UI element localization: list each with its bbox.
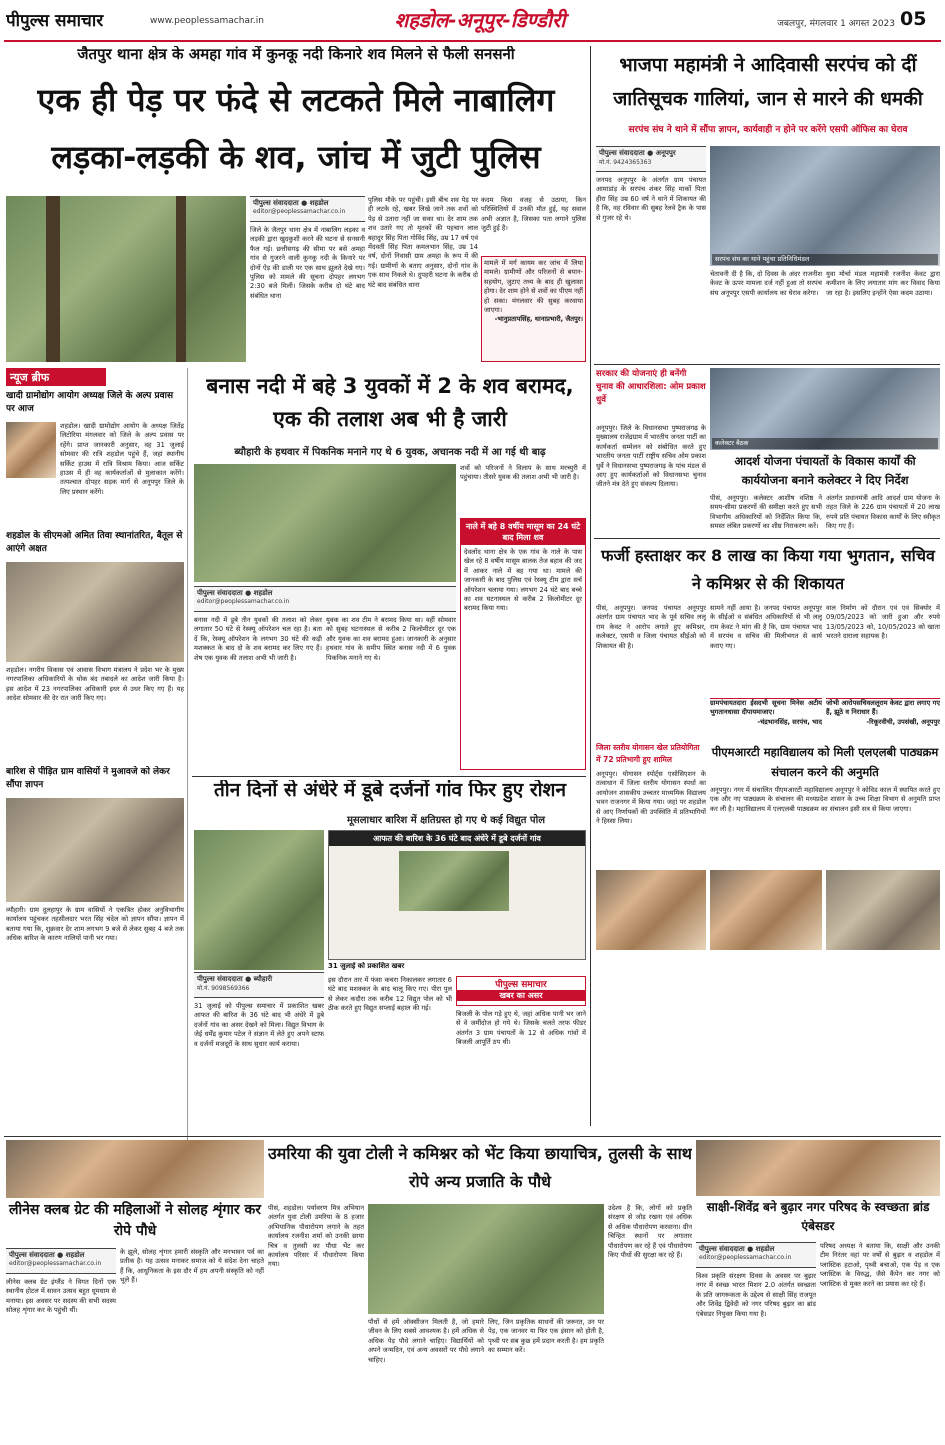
page-number: 05 bbox=[900, 8, 927, 30]
restore-photo bbox=[194, 830, 324, 970]
fraud-quote-2: जोभी आरोपसचिवललूराम केवट द्वारा लगाए गए हैं, झूठे व निराधार हैं। -रिकूरवीची, उपसंखी, अनूपपुर bbox=[826, 698, 940, 738]
rescue-headline: बनास नदी में बहे 3 युवकों में 2 के शव बरामद, एक की तलाश अब भी है जारी bbox=[206, 374, 574, 431]
bjp-photo-caption: सरपंच संघ का थाने पहुंचा प्रतिनिधिमंडल bbox=[712, 254, 938, 265]
masthead bbox=[0, 0, 945, 42]
yoga-body: अनूपपुर। योगासन स्पोर्ट्स एसोसिएशन के तत्वाधान में जिला स्तरीय योगासन स्पर्धा का आयोजन शासकीय उच्चतर माध्यमिक विद्यालय भवन राजनगर में किया गया। जहां पर शहडोल से आए निर्णायकों की उपस्थिति में प्रतिभागियों ने हिस्सा लिया। bbox=[596, 770, 706, 826]
rescue-sidebox bbox=[460, 518, 586, 770]
brief-3-title: बारिश से पीड़ित ग्राम वासियों ने मुआवजे को लेकर सौंपा ज्ञापन bbox=[6, 767, 170, 790]
fraud-col-3: वाल निर्माण को दौरान एवं एवं सिक्योर में 09/05/2023 को जारी हुआ और रुपये 13/05/2023 को, 10/05/2023 को खाता भरतने दाराला सहायक है। bbox=[826, 604, 940, 641]
news-brief-label: न्यूज ब्रीफ bbox=[6, 368, 106, 386]
tree-trunk-shape bbox=[46, 196, 60, 362]
bjp-photo bbox=[710, 146, 940, 266]
adarsh-headline: आदर्श योजना पंचायतों के विकास कार्यों की कार्ययोजना बनाने कलेक्टर ने दिए निर्देश bbox=[734, 454, 916, 487]
lions-col-1: लीनेस क्लब ग्रेट इंग्लैंड ने विगत दिनों एक स्थानीय होटल में सावन उत्सव बहुत धूमधाम से मनाया। इस अवसर पर सदस्य की सभी सदस्य सोलह शृंगार कर के पहुंची थीं। bbox=[6, 1278, 116, 1315]
umaria-col-4: उदेश्य है कि, लोगों को प्रकृति संरक्षण से जोड़ रखना एवं अधिक से अधिक पौधारोपण करवाना। ग्रीन चिन्हित स्थानों पर लगातार पौधारोपण कर रहे हैं एवं पौधारोपण किए पौधों की सुरक्षा कर रहे हैं। bbox=[608, 1204, 692, 1260]
rescue-byline: पीपुल्स संवाददाता ● शहडोल editor@peoplessamachar.co.in bbox=[194, 586, 456, 612]
fraud-rule bbox=[594, 538, 940, 539]
lead-byline: पीपुल्स संवाददाता ● शहडोल editor@peoplessamachar.co.in bbox=[250, 196, 365, 222]
rescue-kicker: ब्यौहारी के हथवार में पिकनिक मनाने गए थे 6 युवक, अचानक नदी में आ गई थी बाढ़ bbox=[234, 447, 546, 458]
lead-note-box: मामले में मर्ग कायम कर जांच में लिया मामले। ग्रामीणों और परिजनों से बयान-सहयोग, जुटाए तथ्य के बाद ही खुलासा होगा। देर शाम होने से शवों का पीएम नहीं हो सका। मंगलवार की सुबह करवाया जाएगा। -भानुप्रतापसिंह, थानाप्रभारी, जैतपुर। bbox=[481, 256, 586, 362]
restore-kicker: मूसलाधार बारिश में क्षतिग्रस्त हो गए थे कई विद्युत पोल bbox=[347, 815, 545, 826]
sakshi-photo bbox=[696, 1140, 940, 1196]
umaria-col-2: पौधों से हमें ऑक्सीजन मिलती है, जो हमारे जीवन के लिए सबसे आवश्यक है। हमें अधिक से अधिक पेड़ पौधे लगाने चाहिए। विद्यार्थियों को अपने जन्मदिन, एवं अन्य अवसरों पर पौधे लगाने चाहिए। bbox=[368, 1318, 484, 1364]
rescue-col-2: युवक का शव टीम ने बरामद किया था। वहीं सोमवार को सुबह घटनास्थल से करीब 2 किलोमीटर दूर एक और युवक का शव बरामद हुआ। जानकारी के अनुसार हथवार गांव के समीप स्थित बनास नदी में 6 युवक पिकनिक मनाने गए थे। bbox=[326, 616, 456, 662]
restore-clipping bbox=[328, 830, 586, 960]
website-url: www.peoplessamachar.in bbox=[150, 16, 264, 26]
lions-photo bbox=[6, 1140, 264, 1198]
brief-3-body: व्यौहारी। ग्राम दुलहापुर के ग्राम वासियों ने एकत्रित होकर अनुविभागीय कार्यालय पहुंचकर तहसीलदार भरत सिंह चंदेल को ज्ञापन सौंपा। ज्ञापन में बताया गया कि, शुक्रवार देर शाम लगभग 9 बजे से लेकर सुबह 4 बजे तक अधिक बारिश के कारण नालियों पानी भर गया। bbox=[6, 906, 184, 943]
restore-top-rule bbox=[192, 776, 586, 777]
brief-1-portrait bbox=[6, 422, 56, 478]
pmrt-photo-2 bbox=[710, 870, 822, 950]
rescue-col-3: शवों को परिजनों ने विलाप के साथ मरच्युरी में पहुंचाया। तीसरे युवक की तलाश अभी भी जारी है। bbox=[460, 464, 586, 482]
pmrt-headline: पीएमआरटी महाविद्यालय को मिली एलएलबी पाठ्यक्रम संचालन करने की अनुमति bbox=[711, 745, 939, 779]
newspaper-logo: पीपुल्स समाचार bbox=[6, 11, 104, 31]
restore-byline: पीपुल्स संवाददाता ● ब्यौहारी मो.नं. 9098569366 bbox=[194, 972, 324, 998]
shukla-title: सरकार की योजनाएं ही बनेंगी चुनाव की आधारशिला: ओम प्रकाश धुर्वे bbox=[596, 369, 706, 405]
bjp-col-2: चेतावनी दी है कि, दो दिवस के अंदर राजनीश केवट के ऊपर मामला दर्ज नहीं हुआ तो सरपंच संघ अनूपपुर एसपी कार्यालय का घेराव करेगा। bbox=[710, 270, 822, 297]
umaria-photo bbox=[368, 1204, 604, 1314]
adarsh-col-1: पीसं, अनूपपुर। कलेक्टर आशीष वशिष्ठ ने समय-सीमा प्रकरणों की समीक्षा करते हुए सभी विभागीय अधिकारियों को निर्देशित किया कि, समस्त लंबित प्रकरणों का शीघ्र निराकरण करें। bbox=[710, 494, 822, 531]
restore-col-1: 31 जुलाई को पीपुल्स समाचार में प्रकाशित खबर आफत की बारिश के 36 घंटे बाद भी अंधेरे में डूबे दर्जनों गांव का असर देखने को मिला। विद्युत विभाग के जेई धर्मेंद्र कुमार पटेल ने संज्ञान में लेते हुए अपने स्टाफ व दर्जनों मजदूरों के साथ सुधार कार्य कराया। bbox=[194, 1002, 324, 1048]
brief-3-photo bbox=[6, 798, 184, 902]
sakshi-col-1: विश्व प्रकृति संरक्षण दिवस के अवसर पर बुढ़ार नगर में स्वच्छ भारत मिशन 2.0 अंतर्गत स्वच्छता के प्रति जागरूकता के उद्देश्य से साक्षी सिंह राजपूत और शिवेंद्र द्विवेदी को नगर परिषद बुढ़ार का ब्रांड एंबेसडर नियुक्त किया गया है। bbox=[696, 1272, 816, 1318]
brief-2-photo bbox=[6, 562, 184, 662]
restore-headline: तीन दिनों से अंधेरे में डूबे दर्जनों गांव फिर हुए रोशन bbox=[213, 780, 567, 801]
lions-headline: लीनेस क्लब ग्रेट की महिलाओं ने सोलह शृंगार कर रोपे पौधे bbox=[9, 1202, 261, 1239]
bottom-section-rule bbox=[4, 1136, 941, 1137]
right-col-divider bbox=[590, 46, 591, 1126]
bjp-kicker: सरपंच संघ ने थाने में सौंपा ज्ञापन, कार्यवाही न होने पर करेंगे एसपी ऑफिस का घेराव bbox=[628, 125, 908, 135]
pmrt-photo-1 bbox=[596, 870, 706, 950]
pmrt-body: अनूपपुर। नगर में संचालित पीएमआरटी महाविद्यालय अनूपपुर ने कोविड काल में स्थापित करते हुए एक और नए पाठ्यक्रम के संचालन की मध्यप्रदेश शासन के उच्च शिक्षा विभाग से अनुमति प्राप्त कर ली है। महाविद्यालय में एलएलबी पाठ्यक्रम का संचालन इसी सत्र से किया जाएगा। bbox=[710, 786, 940, 813]
restore-clip-photo bbox=[399, 851, 509, 911]
fraud-quote-1: ग्रामपंचायतदारा ईसदभी सूचना मिनेस अटीय भुगतानधासा दीपायमाजाए। -चंद्रभानसिंह, सरपंच, भाद bbox=[710, 698, 822, 738]
bjp-headline: भाजपा महामंत्री ने आदिवासी सरपंच को दीं जातिसूचक गालियां, जान से मारने की धमकी bbox=[613, 54, 923, 110]
sakshi-byline: पीपुल्स संवाददाता ● शहडोल editor@peoplessamachar.co.in bbox=[696, 1242, 816, 1268]
lead-headline: एक ही पेड़ पर फंदे से लटकते मिले नाबालिग लड़का-लड़की के शव, जांच में जुटी पुलिस bbox=[37, 81, 555, 176]
umaria-col-1: पीसं, शहडोल। पर्यावरण मित्र अभियान अंतर्गत युवा टोली उमरिया के 8 हजार अभियानिक पौधारोपण लगाने के तहत कार्यालय रजनीश शर्मा को उनकी छाया चित्र व तुलसी का पौधा भेंट कर कार्यालय परिसर में पौधारोपण किया गया। bbox=[268, 1204, 364, 1269]
adarsh-photo-caption: कलेक्टर बैठक bbox=[712, 438, 938, 449]
issue-date: जबलपुर, मंगलवार 1 अगस्त 2023 bbox=[777, 19, 895, 29]
brief-1-title: खादी ग्रामोद्योग आयोग अध्यक्ष जिले के अल्प प्रवास पर आज bbox=[6, 391, 174, 414]
adarsh-col-2: अंतर्गत प्रधानमंत्री आदि आदर्श ग्राम योजना के तहत जिले के 226 ग्राम पंचायतों में 20 लाख रुपये प्रति पंचायत विकास कार्यों के लिए स्वीकृत किए गए हैं। bbox=[826, 494, 940, 531]
restore-badge: पीपुल्स समाचार खबर का असर bbox=[456, 976, 586, 1006]
tree-trunk-shape-2 bbox=[176, 196, 186, 362]
restore-clip-caption: 31 जुलाई को प्रकाशित खबर bbox=[328, 962, 405, 970]
fraud-headline: फर्जी हस्ताक्षर कर 8 लाख का किया गया भुगतान, सचिव ने कमिश्नर से की शिकायत bbox=[601, 546, 935, 593]
lead-photo bbox=[6, 196, 246, 362]
rescue-col-1: बनास नदी में डूबे तीन युवकों की तलाश को लेकर लगातार 50 घंटे से रेस्क्यू ऑपरेशन चल रहा है। बता दें कि, रेस्क्यू ऑपरेशन के लगभग 30 घंटे की कड़ी मशक्कत के बाद दो के शव बरामद कर लिए गए हैं। शेष एक युवक की तलाश अभी भी जारी है। bbox=[194, 616, 322, 662]
restore-col-2: इस दौरान तार में फंसा कचरा निकालकर लगातार 6 घंटे बाद मशक्कत के बाद चालू किए गए। पीरा पुल से लेकर कदौरा तक करीब 12 विद्युत पोल को भी ठीक करते हुए विद्युत सप्लाई बहाल की गई। bbox=[328, 976, 452, 1013]
sakshi-headline: साक्षी-शिवेंद्र बने बुढ़ार नगर परिषद के स्वच्छता ब्रांड एंबेसडर bbox=[706, 1200, 930, 1233]
lions-byline: पीपुल्स संवाददाता ● शहडोल editor@peoplessamachar.co.in bbox=[6, 1248, 116, 1274]
rescue-photo bbox=[194, 464, 456, 582]
masthead-rule bbox=[4, 40, 941, 42]
lead-col-3: कदम किस वजह से उठाया, किन परिस्थितियों में उनकी मौत हुई, यह सवाल अभी अज्ञात है, जिसका पता लगाने पुलिस जुटी हुई है। bbox=[481, 196, 586, 233]
lions-col-2: के झूले, सोलह शृंगार हमारी संस्कृति और मनभावन पर्व का प्रतीक है। यह उत्सव मनाकर समाज को ये संदेश देना चाहते हैं कि, आधुनिकता के इस दौर में हम अपनी संस्कृति को नहीं भूले हैं। bbox=[120, 1248, 264, 1285]
yoga-title: जिला स्तरीय योगासन खेल प्रतियोगिता में 72 प्रतिभागी हुए शामिल bbox=[596, 743, 700, 764]
bjp-byline: पीपुल्स संवाददाता ● अनूपपुर मो.नं. 9424365363 bbox=[596, 146, 706, 172]
section-title: शहडोल-अनूपुर-डिण्डौरी bbox=[394, 8, 566, 32]
lead-col-1: जिले के जैतपुर थाना क्षेत्र में नाबालिग लड़का व लड़की द्वारा खुदकुशी करने की घटना से सनसनी फैल गई। छत्तीसगढ़ की सीमा पर बसे अमहा गांव से गुजरने वाली कुनकू नदी के किनारे पर दोनों ऐड़ की डाली पर एक साथ झूलते देखे गए। पुलिस को मामले की सूचना दोपहर लगभग 2:30 बजे मिली। जिसके करीब दो घंटे बाद संबंधित थाना bbox=[250, 226, 365, 300]
rescue-sidebox-title: नाले में बहे 8 वर्षीय मासूम का 24 घंटे बाद मिला शव bbox=[461, 519, 585, 545]
shukla-rule bbox=[594, 364, 940, 365]
news-brief-column bbox=[6, 368, 188, 1190]
sakshi-col-2: परिषद अध्यक्ष ने बताया कि, साक्षी और उनकी टीम निरंतर वहां पर वर्षों से बुढ़ार व शहडोल में प्लास्टिक हटाओ, पृथ्वी बचाओ, एक पेड़ व एक प्लास्टिक के विरुद्ध, जैसे कैंपेन कर नगर को प्लास्टिक से मुक्त करने का प्रयास कर रहे हैं। bbox=[820, 1242, 940, 1288]
umaria-headline: उमरिया की युवा टोली ने कमिश्नर को भेंट किया छायाचित्र, तुलसी के साथ रोपे अन्य प्रजाति के पौधे bbox=[268, 1144, 692, 1191]
bjp-col-3: युवा मोर्चा मंडल महामंत्री रजनीश केवट द्वारा कमीशन के लिए लगातार मांग कर विवाद किया जा रहा है। इसलिए इन्होंने ऐसा कदम उठाया। bbox=[826, 270, 940, 297]
shukla-body: अनूपपुर। जिले के विधानसभा पुष्पराजगढ़ के मुख्यालय राजेंद्रग्राम में भारतीय जनता पार्टी का कार्यकर्ता सम्मेलन को संबोधित करते हुए भारतीय जनता पार्टी राष्ट्रीय सचिव ओम प्रकाश धुर्वे ने विधानसभा पुष्पराजगढ़ के पांच मंडल से आए हुए कार्यकर्ताओं को विधानसभा चुनाव जीतने मंत्र देते हुए संकल्प दिलाया। bbox=[596, 424, 706, 489]
bjp-col-1: जनपद अनूपपुर के अंतर्गत ग्राम पंचायत आमाडांड़ के सरपंच शंकर सिंह मार्को पिता हीरा सिंह उम्र 60 वर्ष ने थाने में शिकायत की है कि, वह रविवार की सुबह रेलवे ट्रैक के पास से गुजर रहे थे। bbox=[596, 176, 706, 222]
brief-1-body: शहडोल। खादी ग्रामोद्योग आयोग के अध्यक्ष जितेंद्र लिटोरिया मंगलवार को जिले के अल्प प्रवास पर रहेंगे। प्राप्त जानकारी अनुसार, वह 31 जुलाई सोमवार की रात्रि शहडोल पहुंचे हैं, जहां स्थानीय सर्किट हाउस में रात्रि विश्राम किया। आज सर्किट हाउस में ही वह कार्यकर्ताओं से मुलाकात करेंगे। तत्पश्चात दोपहर सड़क मार्ग से अनूपपुर जिले के लिए प्रस्थान करेंगे। bbox=[60, 422, 184, 496]
brief-2-title: शहडोल के सीएमओ अमित तिवा स्थानांतरित, बैतूल से आएंगे अक्षत bbox=[6, 531, 183, 554]
lead-kicker: जैतपुर थाना क्षेत्र के अमहा गांव में कुनकू नदी किनारे शव मिलने से फैली सनसनी bbox=[77, 46, 515, 63]
restore-col-3: बिजली के पोल गड़े हुए थे, जहां अधिक पानी भर जाने से वे जमींदोज हो गये थे। जिसके चलते तरफ फीडर अंतर्गत 3 ग्राम पंचायतों के 12 से अधिक गांवों में बिजली आपूर्ति ठप थी। bbox=[456, 1010, 586, 1047]
umaria-col-3: लिए, जिन प्रकृतिक साधनों की जरूरत, उन पर पेड़, एक जानवर या फिर एक इंसान को होती है, पृथ्वी पर सब कुछ हमें प्रदान करती है। हम प्रकृति का सम्मान करें। bbox=[488, 1318, 604, 1355]
brief-2-body: शहडोल। नगरीय विकास एवं आवास विभाग मंत्रालय ने प्रदेश भर के मुख्य नगरपालिका अधिकारियों के थोक बंद तबादले का आदेश जारी किया है। इस आदेश में 23 नगरपालिका अधिकारी इधर से उधर किए गए हैं। यह आदेश सोमवार की देर रात जारी किए गए। bbox=[6, 666, 184, 703]
rescue-sidebox-body: देवलोंद थाना क्षेत्र के एक गांव के नाले के पास खेल रहे 8 वर्षीय मासूम बालक तेज बहाव की जद में आकर नाले में बह गया था। मामले की जानकारी के बाद पुलिस एवं रेस्क्यू टीम द्वारा सर्च ऑपरेशन चलाया गया। लगभग 24 घंटे बाद बच्चे का शव घटनास्थल से करीब 2 किलोमीटर दूर बरामद किया गया। bbox=[464, 548, 582, 613]
restore-clip-title: आफत की बारिश के 36 घंटे बाद अंधेरे में डूबे दर्जनों गांव bbox=[329, 831, 585, 846]
fraud-col-2: सामने नहीं आया है। जनपद पंचायत अनूपपुर के सीईओ व संबंधित अधिकारियों से भी ललू राम केवट ने मांग की है कि, ग्राम पंचायत भाद में सरपंच व सचिव की मिलीभगत से कार्य कराए गए। bbox=[710, 604, 822, 650]
fraud-col-1: पीसं, अनूपपुर। जनपद पंचायत अनूपपुर अंतर्गत ग्राम पंचायत भाद के पूर्व सचिव ललू राम केवट ने आरोप लगाते हुए कमिश्नर, कलेक्टर, एसपी व जिला पंचायत सीईओ को शिकायत की है। bbox=[596, 604, 706, 650]
lead-col-2: पुलिस मौके पर पहुंची। इसी बीच शव पेड़ पर ही लटके रहे, खबर लिखे जाने तक शवों को पेड़ से उतारा नहीं जा सका था। देर शाम तक शव उतारे गए तो मृतकों की पहचान लाल बहादुर सिंह पिता गोविंद सिंह, उम्र 17 वर्ष एवं मेंदवती सिंह पिता कमलभान सिंह, उम्र 14 वर्ष, दोनों निवासी ग्राम अमहा के रूप में की गई। ग्रामीणों के बताए अनुसार, दोनों गांव के एक साथ निकले थे। दुपहरी घटना के करीब दो घंटे बाद संबंधित थाना bbox=[368, 196, 478, 289]
pmrt-photo-3 bbox=[826, 870, 940, 950]
